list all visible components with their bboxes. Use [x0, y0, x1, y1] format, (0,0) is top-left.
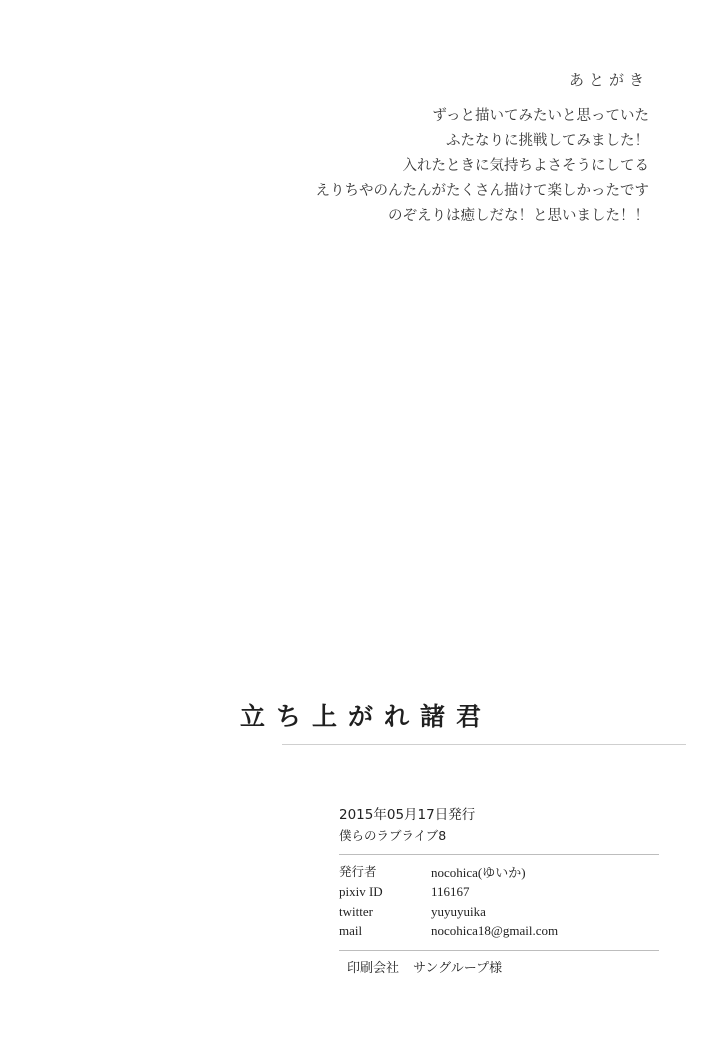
- colophon-block: [339, 806, 659, 976]
- title-divider: [282, 744, 686, 745]
- colophon-divider-bottom: [339, 950, 659, 951]
- credit-label: twitter: [339, 903, 373, 919]
- printer-line: [347, 957, 659, 976]
- printer-label: 印刷会社: [347, 960, 400, 976]
- table-row: [339, 882, 558, 902]
- afterword-block: [316, 72, 650, 229]
- afterword-heading: あとがき: [568, 72, 649, 89]
- credit-label: 発行者: [339, 863, 377, 879]
- afterword-line: ずっと描いてみたいと思っていた: [432, 108, 649, 124]
- work-title: 立ち上がれ諸君: [239, 702, 492, 731]
- table-row: [339, 921, 558, 941]
- credit-value: nocohica(ゆいか): [431, 864, 526, 880]
- afterword-line: 入れたときに気持ちよさそうにしてる: [402, 157, 649, 174]
- credit-value: yuyuyuika: [431, 903, 486, 919]
- publish-date: 2015年05月17日発行: [339, 807, 476, 823]
- afterword-line: のぞえりは癒しだな！と思いました！！: [388, 207, 649, 224]
- table-row: [339, 863, 558, 883]
- colophon-divider-top: [339, 854, 659, 855]
- credits-table: [339, 863, 558, 941]
- series-name: 僕らのラブライブ8: [339, 827, 447, 843]
- printer-name: サングループ様: [413, 960, 503, 976]
- credit-label: mail: [339, 923, 363, 939]
- credit-label: pixiv ID: [339, 884, 383, 900]
- afterword-line: えりちやのんたんがたくさん描けて楽しかったです: [315, 182, 649, 199]
- afterword-line: ふたなりに挑戦してみました！: [446, 132, 649, 149]
- table-row: [339, 902, 558, 922]
- credit-value: nocohica18@gmail.com: [431, 923, 559, 939]
- credit-value: 116167: [431, 884, 470, 900]
